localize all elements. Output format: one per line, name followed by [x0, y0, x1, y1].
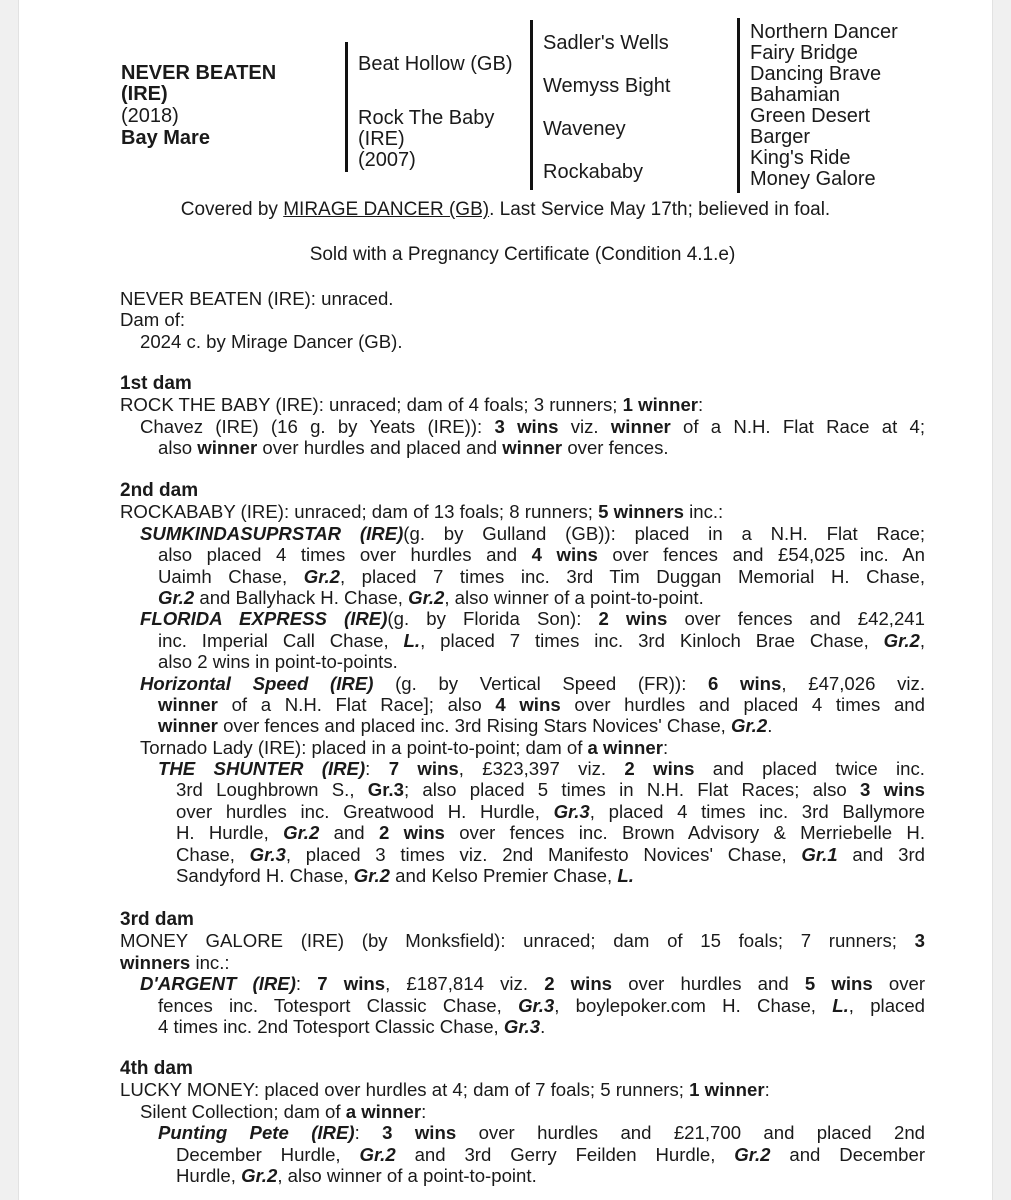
progeny-entry [120, 737, 925, 758]
dam-summary [120, 1079, 925, 1100]
great-grandparent: Green Desert [750, 105, 871, 127]
progeny-entry [120, 822, 925, 843]
text: Tornado Lady (IRE): placed in a point-to-point; dam of [140, 736, 583, 758]
text: ROCKABABY (IRE): unraced; dam of 13 foals; 8 runners; [120, 501, 593, 523]
progeny-entry [120, 587, 925, 608]
bold-text: 7 wins [317, 973, 386, 995]
grade: Gr.3 [249, 843, 286, 865]
grade: Gr.2 [883, 629, 920, 651]
text: December Hurdle, [176, 1143, 341, 1165]
text: fences inc. Totesport Classic Chase, [158, 994, 502, 1016]
text: 4 times inc. 2nd Totesport Classic Chase, [158, 1015, 499, 1037]
horse-name: D'ARGENT (IRE) [140, 973, 296, 995]
progeny-entry [120, 608, 925, 629]
text: viz. [570, 415, 599, 437]
text: , also winner of a point-to-point. [277, 1164, 537, 1186]
progeny-entry [120, 673, 925, 694]
bold-text: winner [610, 415, 671, 437]
great-grandparent: Dancing Brave [750, 63, 882, 85]
text: Chavez (IRE) (16 g. by Yeats (IRE)): [140, 415, 483, 437]
text: and [333, 822, 365, 844]
text: and December [789, 1143, 926, 1165]
text: , £323,397 viz. [458, 758, 607, 780]
grade: Gr.2 [734, 1143, 771, 1165]
text: , £187,814 viz. [385, 973, 529, 995]
grade: Gr.2 [353, 865, 390, 887]
text: inc.: [195, 951, 230, 973]
progeny-entry [120, 844, 925, 865]
pedigree-dam [358, 108, 494, 171]
text: over fences and £42,241 [684, 608, 925, 630]
bold-text: 3 [914, 930, 925, 952]
progeny-entry [120, 779, 925, 800]
section-heading: 4th dam [120, 1058, 193, 1079]
text: over fences. [567, 437, 669, 459]
bold-text: 1 winner [622, 394, 699, 416]
text: and placed twice inc. [712, 758, 925, 780]
text: , £47,026 viz. [781, 672, 925, 694]
bold-text: a winner [345, 1100, 422, 1122]
text: over fences inc. Brown Advisory & Merriebelle H. [459, 822, 926, 844]
text: over fences and placed inc. 3rd Rising Stars Novices' Chase, [223, 715, 726, 737]
grade: L. [617, 865, 634, 887]
progeny-entry [120, 416, 925, 437]
text: , placed [848, 994, 926, 1016]
covered-suffix: . Last Service May 17th; believed in foal. [489, 199, 831, 220]
text: 3rd Loughbrown S., [176, 779, 355, 801]
fourth-dam-section [120, 1058, 925, 1186]
horse-name [121, 63, 276, 105]
text: ROCK THE BABY (IRE): unraced; dam of 4 foals; 3 runners; [120, 394, 618, 416]
text: : [764, 1079, 770, 1101]
pedigree-sire: Beat Hollow (GB) [358, 53, 513, 75]
progeny-entry [120, 715, 925, 736]
progeny-entry [120, 995, 925, 1016]
text: over hurdles and placed 4 times and [574, 693, 925, 715]
bold-text: 2 wins [378, 822, 445, 844]
text: over hurdles and placed and [262, 437, 498, 459]
grandparent-2: Wemyss Bight [543, 75, 671, 97]
grandparent-4: Rockababy [543, 161, 644, 183]
text: , placed 7 times inc. 3rd Tim Duggan Memorial H. Chase, [339, 565, 926, 587]
text: : [698, 394, 704, 416]
right-page-edge [992, 0, 1011, 1200]
pedigree-divider-1 [345, 42, 348, 172]
progeny-entry [120, 1144, 925, 1165]
covered-line [0, 199, 1011, 221]
progeny-entry [120, 437, 925, 458]
horse-name-line1: NEVER BEATEN [121, 62, 277, 84]
text: and 3rd [852, 843, 925, 865]
section-heading: 1st dam [120, 373, 192, 394]
text: and Ballyhack H. Chase, [199, 586, 403, 608]
pedigree-dam-line1: Rock The Baby [358, 107, 495, 129]
grade: Gr.2 [408, 586, 445, 608]
text: Hurdle, [176, 1164, 236, 1186]
bold-text: 2 wins [624, 758, 695, 780]
progeny-entry [120, 1016, 925, 1037]
text: over fences and £54,025 inc. An [612, 544, 925, 566]
bold-text: 2 wins [544, 973, 613, 995]
progeny-entry [120, 1122, 925, 1143]
horse-description: Bay Mare [121, 127, 210, 149]
grade: Gr.2 [283, 822, 320, 844]
text: , boylepoker.com H. Chase, [554, 994, 816, 1016]
horse-name: Horizontal Speed (IRE) [140, 672, 374, 694]
intro-line: Dam of: [120, 309, 186, 331]
text: over hurdles inc. Greatwood H. Hurdle, [176, 800, 540, 822]
bold-text: Gr.3 [367, 779, 404, 801]
text: and 3rd Gerry Feilden Hurdle, [414, 1143, 716, 1165]
bold-text: 7 wins [388, 758, 459, 780]
section-heading: 2nd dam [120, 480, 199, 501]
text: of a N.H. Flat Race at 4; [683, 415, 926, 437]
progeny-entry [120, 758, 925, 779]
second-dam-section [120, 480, 925, 886]
grade: Gr.2 [241, 1164, 278, 1186]
left-page-edge [0, 0, 19, 1200]
bold-text: winner [197, 437, 258, 459]
bold-text: 6 wins [708, 672, 782, 694]
grade: L. [403, 629, 421, 651]
third-dam-section [120, 909, 925, 1037]
dam-summary [120, 501, 925, 522]
pedigree-divider-2 [530, 20, 533, 190]
grade: Gr.2 [158, 586, 195, 608]
progeny-entry [120, 973, 925, 994]
grade: Gr.2 [359, 1143, 396, 1165]
covered-prefix: Covered by [180, 199, 278, 220]
text: Uaimh Chase, [158, 565, 288, 587]
bold-text: 5 wins [804, 973, 873, 995]
progeny-entry [120, 801, 925, 822]
intro-line: NEVER BEATEN (IRE): unraced. [120, 288, 394, 309]
intro-line: 2024 c. by Mirage Dancer (GB). [140, 330, 403, 352]
bold-text: winner [502, 437, 563, 459]
text: Sandyford H. Chase, [176, 865, 349, 887]
bold-text: 4 wins [531, 544, 598, 566]
grandparent-1: Sadler's Wells [543, 32, 669, 54]
text: (g. by Gulland (GB)): placed in a N.H. Flat Race; [403, 522, 926, 544]
dam-summary [120, 952, 925, 973]
text: , also winner of a point-to-point. [444, 586, 704, 608]
text: (g. by Florida Son): [387, 608, 582, 630]
progeny-entry [120, 544, 925, 565]
dam-summary [120, 930, 925, 951]
bold-text: 3 wins [860, 779, 925, 801]
text: . [540, 1015, 546, 1037]
text: Chase, [176, 843, 235, 865]
text: inc. Imperial Call Chase, [158, 629, 389, 651]
great-grandparent: King's Ride [750, 147, 851, 169]
progeny-entry [120, 523, 925, 544]
text: H. Hurdle, [176, 822, 269, 844]
text: over hurdles and £21,700 and placed 2nd [478, 1122, 925, 1144]
great-grandparent: Northern Dancer [750, 21, 898, 43]
horse-year: (2018) [121, 105, 179, 127]
text: also [158, 437, 193, 459]
text: : [421, 1100, 427, 1122]
text: over hurdles and [628, 973, 789, 995]
progeny-entry [120, 694, 925, 715]
bold-text: 1 winner [689, 1079, 765, 1101]
text: : [662, 736, 669, 758]
grade: Gr.3 [518, 994, 555, 1016]
grade: Gr.3 [503, 1015, 541, 1037]
text: : [295, 973, 302, 995]
dam-summary [120, 394, 925, 415]
horse-name: SUMKINDASUPRSTAR (IRE) [140, 522, 404, 544]
text: also placed 4 times over hurdles and [158, 544, 518, 566]
bold-text: 4 wins [495, 693, 561, 715]
grade: Gr.1 [801, 843, 838, 865]
great-grandparent: Money Galore [750, 168, 876, 190]
bold-text: a winner [587, 736, 663, 758]
bold-text: 2 wins [598, 608, 668, 630]
grade: Gr.3 [553, 800, 590, 822]
bold-text: winner [158, 693, 218, 715]
horse-name-line2: (IRE) [121, 83, 168, 105]
text: : [365, 758, 371, 780]
bold-text: 3 wins [494, 415, 559, 437]
great-grandparents [750, 22, 898, 190]
grade: L. [832, 994, 849, 1016]
text: MONEY GALORE (IRE) (by Monksfield): unraced; dam of 15 foals; 7 runners; [120, 930, 897, 952]
progeny-entry [120, 1165, 925, 1186]
grandparent-3: Waveney [543, 118, 626, 140]
text: , placed 7 times inc. 3rd Kinloch Brae Chase, [420, 629, 869, 651]
pedigree-dam-line3: (2007) [358, 149, 416, 171]
covering-sire-link[interactable]: MIRAGE DANCER (GB) [283, 199, 490, 220]
first-dam-section [120, 373, 925, 459]
pedigree-dam-line2: (IRE) [358, 128, 405, 150]
grade: Gr.2 [303, 565, 340, 587]
produce-record [120, 288, 925, 352]
text: , placed 3 times viz. 2nd Manifesto Novices' Chase, [285, 843, 787, 865]
text: , [919, 629, 926, 651]
text: : [354, 1122, 360, 1144]
pedigree-divider-3 [737, 18, 740, 193]
horse-name: Punting Pete (IRE) [158, 1122, 355, 1144]
great-grandparent: Barger [750, 126, 811, 148]
grade: Gr.2 [731, 715, 768, 737]
text: of a N.H. Flat Race]; also [231, 693, 482, 715]
text: (g. by Vertical Speed (FR)): [395, 672, 687, 694]
progeny-entry [120, 630, 925, 651]
pregnancy-certificate: Sold with a Pregnancy Certificate (Condition 4.1.e) [309, 244, 736, 265]
text: , placed 4 times inc. 3rd Ballymore [589, 800, 925, 822]
horse-name: THE SHUNTER (IRE) [158, 758, 366, 780]
progeny-entry [120, 1101, 925, 1122]
horse-name: FLORIDA EXPRESS (IRE) [140, 608, 388, 630]
bold-text: 5 winners [598, 501, 684, 523]
section-heading: 3rd dam [120, 909, 194, 930]
text: and Kelso Premier Chase, [395, 865, 613, 887]
progeny-entry [120, 566, 925, 587]
great-grandparent: Bahamian [750, 84, 841, 106]
text: inc.: [689, 501, 724, 523]
bold-text: winners [120, 951, 191, 973]
text: Silent Collection; dam of [140, 1100, 341, 1122]
bold-text: 3 wins [382, 1122, 457, 1144]
bold-text: winner [158, 715, 218, 737]
text: . [767, 715, 773, 737]
great-grandparent: Fairy Bridge [750, 42, 858, 64]
progeny-entry: also 2 wins in point-to-points. [158, 651, 398, 673]
text: over [888, 973, 926, 995]
text: LUCKY MONEY: placed over hurdles at 4; dam of 7 foals; 5 runners; [120, 1079, 684, 1101]
progeny-entry [120, 865, 925, 886]
text: ; also placed 5 times in N.H. Flat Races; also [403, 779, 847, 801]
